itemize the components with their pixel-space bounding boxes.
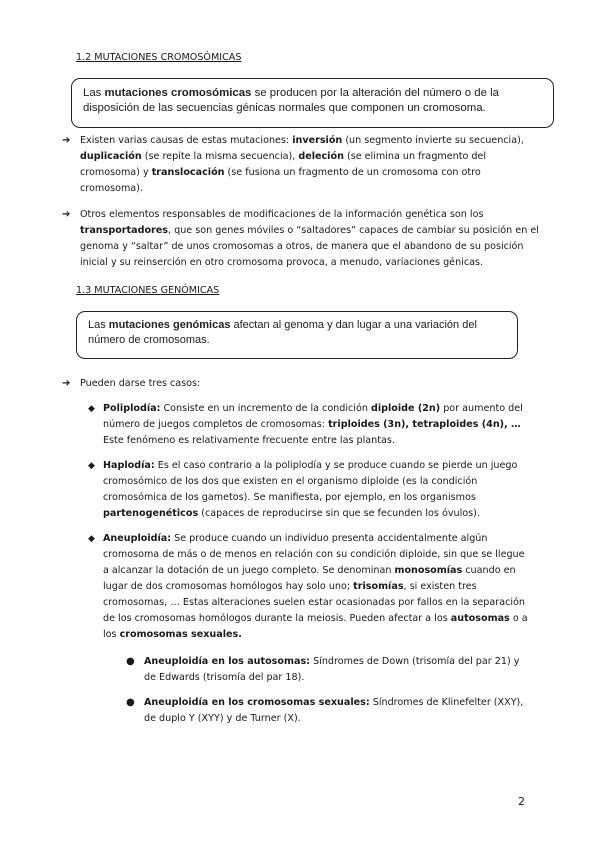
box-term: mutaciones genómicas bbox=[108, 319, 231, 331]
arrow-bullet-icon: ➔ bbox=[62, 378, 71, 389]
box-text-rest: se producen por la alteración del número o de la disposición de las secuencias génicas normales que componen un cromosoma. bbox=[83, 87, 499, 114]
page-number: 2 bbox=[518, 795, 525, 808]
dot-bullet-icon: ● bbox=[126, 697, 135, 708]
dot-bullet-icon: ● bbox=[126, 656, 135, 667]
diamond-bullet-icon: ◆ bbox=[88, 534, 95, 544]
subitem-cromosomas-sexuales: Aneuploidía en los cromosomas sexuales: Síndromes de Klinefelter (XXY), de duplo Y (XYY) y de Turner (X). bbox=[144, 697, 524, 724]
diamond-bullet-icon: ◆ bbox=[88, 461, 95, 471]
arrow-bullet-icon: ➔ bbox=[62, 135, 71, 146]
definition-box-genomicas: Las mutaciones genómicas afectan al genoma y dan lugar a una variación del número de cromosomas. bbox=[76, 311, 518, 359]
box-term: mutaciones cromosómicas bbox=[104, 87, 252, 99]
arrow-bullet-icon: ➔ bbox=[62, 209, 71, 220]
intro-three-cases: Pueden darse tres casos: bbox=[80, 378, 201, 389]
section-heading-1-2: 1.2 MUTACIONES CROMOSÓMICAS bbox=[76, 52, 242, 63]
item-poliploidia: Poliplodía: Consiste en un incremento de la condición diploide (2n) por aumento del número de juegos completos de cromosomas: triploides (3n), tetraploides (4n), … Este fenómeno es relativamente frecuente entre las plantas. bbox=[103, 403, 523, 446]
definition-box-cromosomicas bbox=[71, 78, 554, 128]
item-aneuploidia: Aneuploidía: Se produce cuando un individuo presenta accidentalmente algún cromosoma de más o de menos en relación con su condición diploide, sin que se llegue a alcanzar la dotación de un juego completo. Se denominan monosomías cuando en lugar de dos cromosomas homólogos hay solo uno; trisomías, si existen tres cromosomas, … Estas alteraciones suelen estar ocasionadas por fallos en la separación de los cromosomas homólogos durante la meiosis. Pueden afectar a los autosomas o a los cromosomas sexuales. bbox=[103, 533, 528, 640]
diamond-bullet-icon: ◆ bbox=[88, 404, 95, 414]
bullet-mutation-causes: Existen varias causas de estas mutaciones: inversión (un segmento invierte su secuencia), duplicación (se repite la misma secuencia), deleción (se elimina un fragmento del cromosoma) y translocación (se fusiona un fragmento de un cromosoma con otro cromosoma). bbox=[80, 135, 524, 194]
bullet-transportadores: Otros elementos responsables de modificaciones de la información genética son los transportadores, que son genes móviles o “saltadores” capaces de cambiar su posición en el genoma y “saltar” de unos cromosomas a otros, de manera que el abandono de su posición inicial y su reinserción en otro cromosoma provoca, a menudo, variaciones génicas. bbox=[80, 209, 539, 268]
subitem-autosomas: Aneuploidía en los autosomas: Síndromes de Down (trisomía del par 21) y de Edwards (trisomía del par 18). bbox=[144, 656, 520, 683]
item-haplodia: Haplodía: Es el caso contrario a la poliplodía y se produce cuando se pierde un juego cromosómico de los dos que existen en el organismo diploide (es la condición cromosómica de los gametos). Se manifiesta, por ejemplo, en los organismos partenogenéticos (capaces de reproducirse sin que se fecunden los óvulos). bbox=[103, 460, 518, 519]
box-text-pre: Las bbox=[83, 87, 105, 99]
section-heading-1-3: 1.3 MUTACIONES GENÓMICAS bbox=[76, 285, 220, 296]
